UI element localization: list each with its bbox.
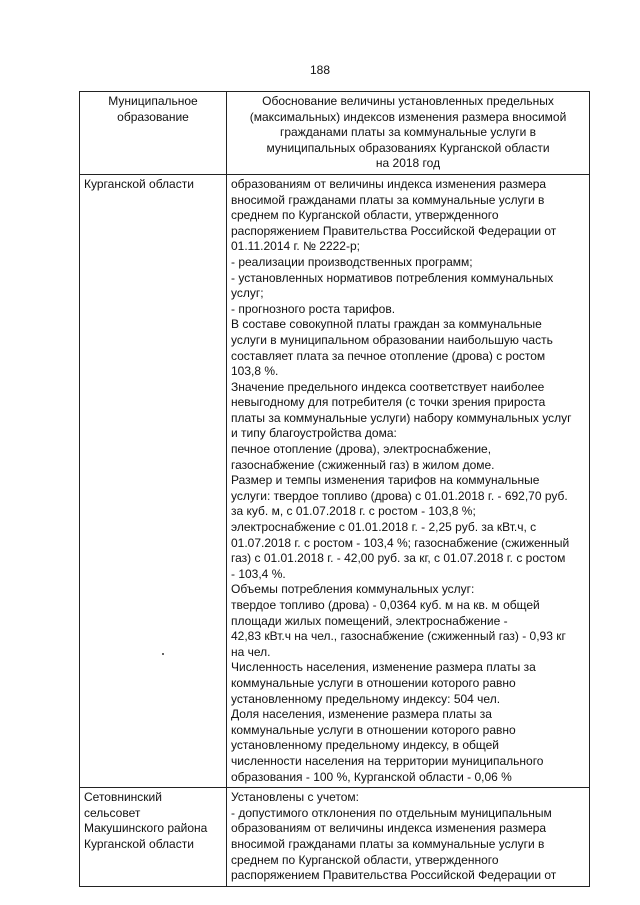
justification-line: на чел. (231, 644, 271, 659)
justification-cell (227, 174, 590, 787)
table-row (80, 788, 590, 887)
justification-line: твердое топливо (дрова) - 0,0364 куб. м на кв. м общей (231, 598, 540, 612)
justification-line: коммунальные услуги в отношении которого равно (231, 722, 516, 737)
header-municipality (80, 92, 227, 175)
justification-line: вносимой гражданами платы за коммунальные услуги в (231, 192, 545, 207)
justification-line: образованиям от величины индекса изменения размера (231, 176, 547, 191)
justification-line: Установлены с учетом: (231, 790, 359, 805)
justification-line: образования - 100 %, Курганской области - 0,06 % (231, 769, 512, 784)
municipality-line: Курганской области (84, 176, 194, 191)
justification-line: за куб. м, с 01.07.2018 г. с ростом - 103,8 %; (231, 504, 476, 519)
justification-line: распоряжением Правительства Российской Федерации от (231, 223, 557, 238)
justification-line: Объемы потребления коммунальных услуг: (231, 582, 475, 597)
table-header-row (80, 92, 590, 175)
scan-dot (162, 653, 164, 655)
justification-line: услуг; (231, 286, 264, 301)
table-row (80, 174, 590, 787)
justification-line: численности населения на территории муниципального (231, 753, 544, 768)
justification-line: составляет плата за печное отопление (дрова) с ростом (231, 348, 546, 363)
header-line: Муниципальное (108, 94, 198, 108)
justification-table (79, 91, 590, 887)
header-line: Обоснование величины установленных предельных (262, 94, 554, 108)
header-line: образование (117, 109, 189, 124)
justification-line: 42,83 кВт.ч на чел., газоснабжение (сжиженный газ) - 0,93 кг (231, 629, 566, 644)
justification-line: В составе совокупной платы граждан за коммунальные (231, 317, 542, 332)
municipality-cell (80, 788, 227, 887)
header-justification (227, 92, 590, 175)
justification-line: 01.11.2014 г. № 2222-р; (231, 239, 360, 254)
justification-line: Доля населения, изменение размера платы за (231, 707, 492, 722)
municipality-line: сельсовет (84, 805, 141, 820)
municipality-line: Курганской области (84, 836, 194, 851)
justification-line: установленному предельному индексу, в общей (231, 738, 499, 753)
justification-line: 103,8 %. (231, 364, 279, 379)
justification-line: Численность населения, изменение размера платы за (231, 660, 536, 675)
justification-line: Размер и темпы изменения тарифов на коммунальные (231, 473, 540, 488)
justification-line: услуги: твердое топливо (дрова) с 01.01.2018 г. - 692,70 руб. (231, 488, 568, 503)
justification-line: электроснабжение с 01.01.2018 г. - 2,25 руб. за кВт.ч, с (231, 520, 537, 535)
justification-line: установленному предельному индексу: 504 чел. (231, 691, 501, 706)
justification-line: среднем по Курганской области, утвержденного (231, 852, 499, 867)
page-number: 188 (309, 63, 331, 77)
justification-line: - допустимого отклонения по отдельным муниципальным (231, 805, 552, 820)
header-line: гражданами платы за коммунальные услуги в (279, 125, 537, 140)
municipality-line: Макушинского района (84, 821, 208, 836)
justification-line: и типу благоустройства дома: (231, 426, 397, 441)
justification-line: - прогнозного роста тарифов. (231, 301, 396, 316)
justification-line: вносимой гражданами платы за коммунальные услуги в (231, 836, 545, 851)
justification-line: - реализации производственных программ; (231, 254, 473, 269)
justification-line: печное отопление (дрова), электроснабжение, (231, 442, 492, 457)
justification-line: газоснабжение (сжиженный газ) в жилом доме. (231, 457, 495, 472)
justification-line: услуги в муниципальном образовании наибольшую часть (231, 332, 553, 347)
justification-line: невыгодному для потребителя (с точки зрения прироста (231, 395, 546, 410)
justification-line: газ) с 01.01.2018 г. - 42,00 руб. за кг, с 01.07.2018 г. с ростом (231, 551, 566, 566)
header-line: муниципальных образованиях Курганской области (266, 140, 550, 155)
justification-line: среднем по Курганской области, утвержденного (231, 208, 499, 223)
justification-cell (227, 788, 590, 887)
justification-line: распоряжением Правительства Российской Федерации от (231, 868, 557, 883)
justification-line: - 103,4 %. (231, 566, 286, 581)
justification-line: платы за коммунальные услуги) набору коммунальных услуг (231, 410, 572, 425)
justification-line: образованиям от величины индекса изменения размера (231, 821, 547, 836)
header-line: на 2018 год (375, 156, 441, 171)
justification-line: - установленных нормативов потребления коммунальных (231, 270, 554, 285)
municipality-cell (80, 174, 227, 787)
justification-line: площади жилых помещений, электроснабжение - (231, 613, 508, 628)
municipality-line: Сетовнинский (84, 790, 162, 805)
justification-line: 01.07.2018 г. с ростом - 103,4 %; газоснабжение (сжиженный (231, 535, 570, 550)
justification-line: Значение предельного индекса соответствует наиболее (231, 379, 545, 394)
header-line: (максимальных) индексов изменения размера вносимой (249, 109, 567, 124)
justification-line: коммунальные услуги в отношении которого равно (231, 675, 516, 690)
